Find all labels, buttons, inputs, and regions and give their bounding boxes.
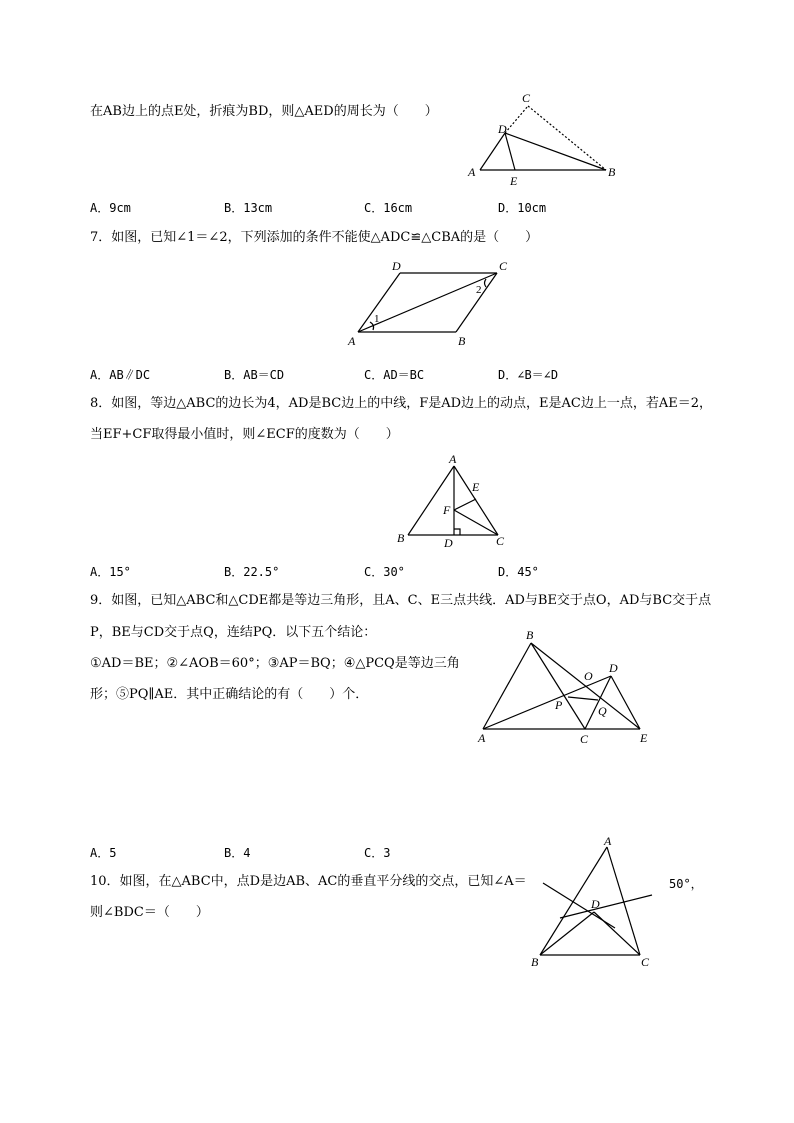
q8-option-c: C．30° — [364, 565, 405, 579]
q6-label-A: A — [468, 165, 476, 179]
q7-label-D: D — [392, 259, 401, 273]
q7-label-1: 1 — [374, 313, 380, 325]
q8-option-d: D．45° — [498, 565, 539, 579]
q9-label-C: C — [580, 732, 589, 746]
q9-label-A: A — [478, 731, 486, 745]
q9-text-line1: 9．如图，已知△ABC和△CDE都是等边三角形，且A、C、E三点共线．AD与BE交于点O，AD与BC交于点 — [90, 593, 712, 608]
q6-label-D: D — [498, 122, 507, 136]
q9-label-D: D — [609, 661, 618, 675]
q10-text-line2: 则∠BDC＝（ ） — [90, 905, 209, 920]
q9-text-line2: P，BE与CD交于点Q，连结PQ．以下五个结论： — [90, 625, 377, 640]
q10-text-line1: 10．如图，在△ABC中，点D是边AB、AC的垂直平分线的交点，已知∠A＝ — [90, 874, 527, 889]
q7-label-A: A — [348, 334, 356, 348]
q10-angle-value: 50°， — [669, 877, 703, 891]
q7-option-c: C．AD＝BC — [364, 368, 425, 382]
q6-option-c: C．16cm — [364, 201, 413, 215]
q6-label-E: E — [510, 174, 518, 188]
q9-label-E: E — [640, 731, 648, 745]
q8-option-a: A．15° — [90, 565, 131, 579]
q7-label-2: 2 — [476, 284, 482, 296]
q9-label-P: P — [555, 698, 563, 712]
q8-label-A: A — [449, 452, 457, 466]
q8-label-D: D — [444, 536, 453, 550]
q8-label-C: C — [496, 534, 505, 548]
q6-label-B: B — [608, 165, 616, 179]
q6-option-a: A．9cm — [90, 201, 131, 215]
q6-text: 在AB边上的点E处，折痕为BD，则△AED的周长为（ ） — [90, 104, 438, 119]
q9-text-line3: ①AD＝BE；②∠AOB＝60°；③AP＝BQ；④△PCQ是等边三角 — [90, 656, 460, 671]
q10-label-A: A — [604, 834, 612, 848]
q9-label-O: O — [584, 669, 593, 683]
q9-text-line4: 形；⑤PQ∥AE．其中正确结论的有（ ）个． — [90, 687, 369, 702]
q7-option-b: B．AB＝CD — [224, 368, 285, 382]
q8-text-line1: 8．如图，等边△ABC的边长为4，AD是BC边上的中线，F是AD边上的动点，E是AC边上一点，若AE＝2， — [90, 396, 713, 411]
q8-label-F: F — [443, 503, 451, 517]
q10-label-B: B — [531, 955, 539, 969]
q8-option-b: B．22.5° — [224, 565, 280, 579]
q8-label-E: E — [472, 480, 480, 494]
q7-option-d: D．∠B＝∠D — [498, 368, 559, 382]
q10-label-C: C — [641, 955, 650, 969]
q9-label-Q: Q — [598, 704, 607, 718]
q6-option-b: B．13cm — [224, 201, 273, 215]
q9-option-b: B．4 — [224, 846, 251, 860]
q8-text-line2: 当EF+CF取得最小值时，则∠ECF的度数为（ ） — [90, 427, 399, 442]
q9-option-a: A．5 — [90, 846, 117, 860]
q7-label-C: C — [499, 259, 508, 273]
q9-option-c: C．3 — [364, 846, 391, 860]
q8-label-B: B — [397, 531, 405, 545]
q7-option-a: A．AB∥DC — [90, 368, 151, 382]
q9-label-B: B — [526, 628, 534, 642]
q10-label-D: D — [591, 897, 600, 911]
q6-label-C: C — [522, 91, 531, 105]
q6-option-d: D．10cm — [498, 201, 547, 215]
q7-text: 7．如图，已知∠1＝∠2，下列添加的条件不能使△ADC≌△CBA的是（ ） — [90, 230, 539, 245]
q7-label-B: B — [458, 334, 466, 348]
